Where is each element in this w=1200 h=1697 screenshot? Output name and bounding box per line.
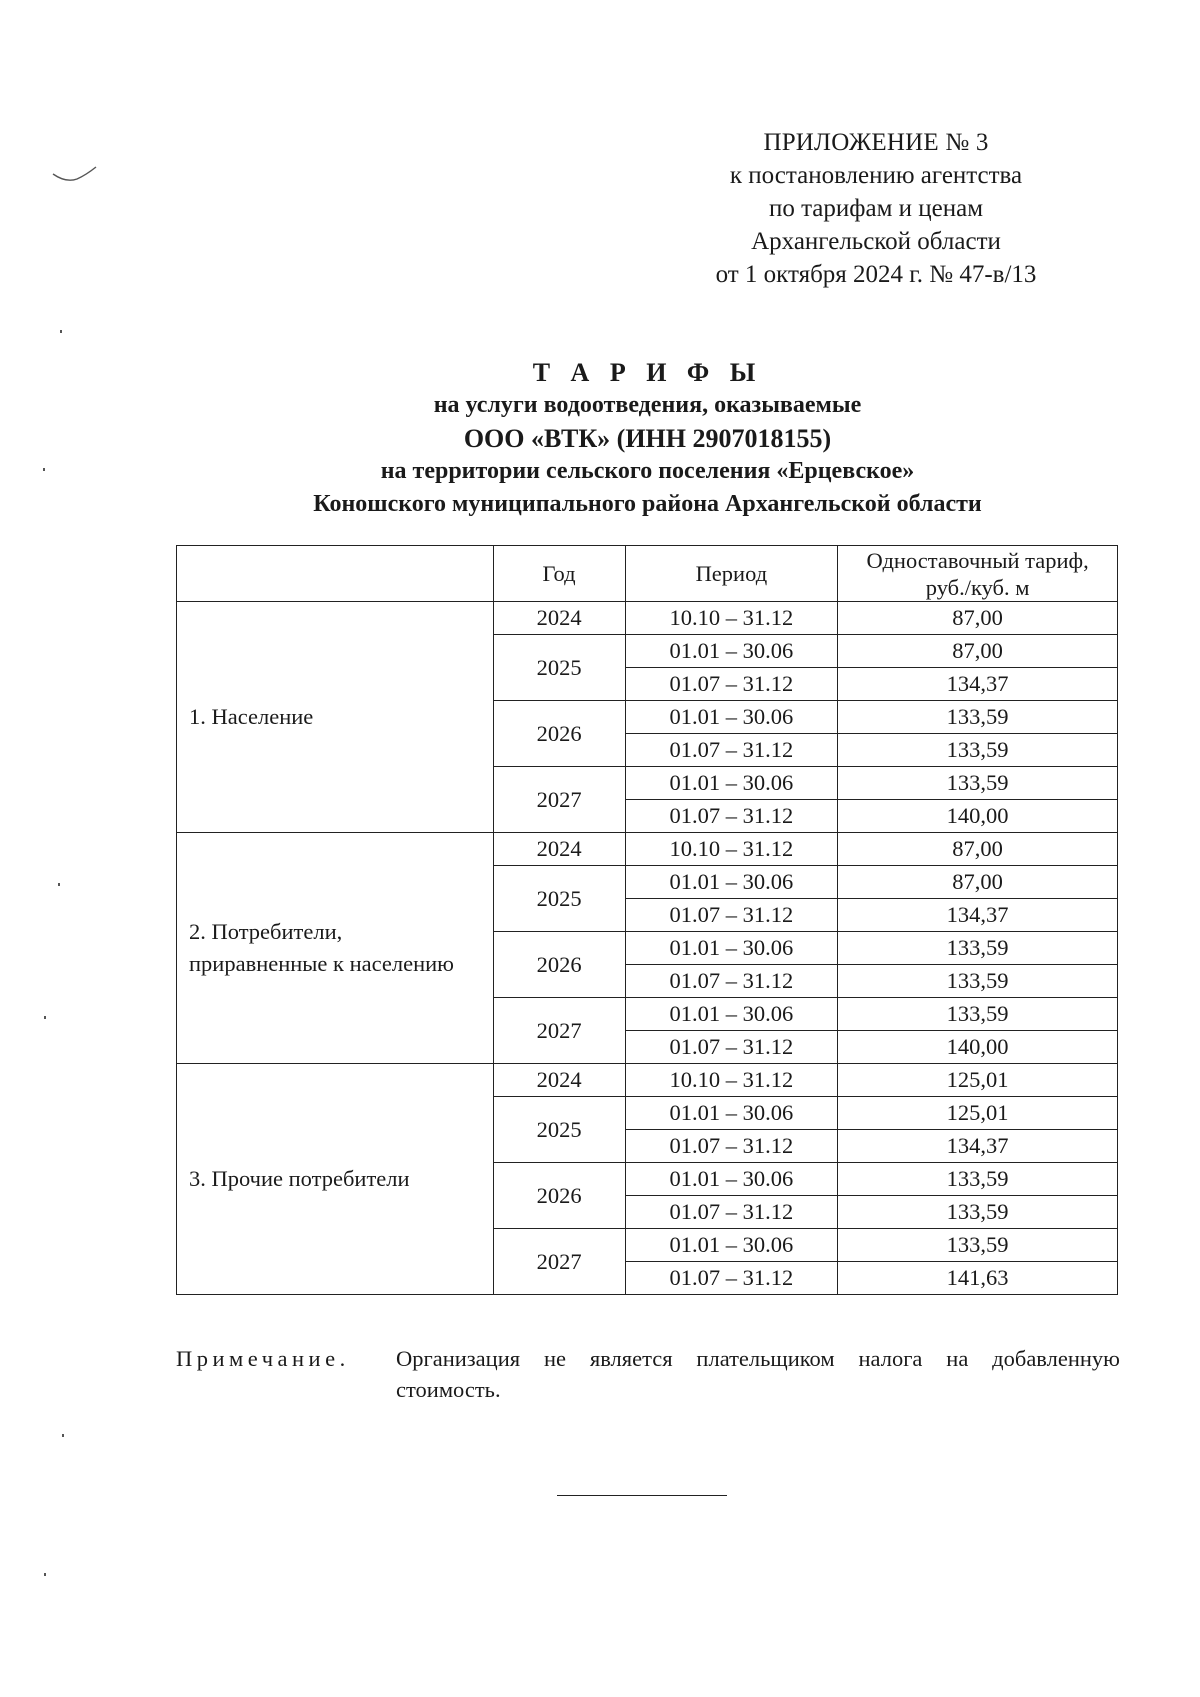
table-header-row (177, 546, 1118, 602)
scan-dot (58, 883, 60, 886)
period-cell: 01.01 – 30.06 (625, 767, 838, 800)
period-cell: 01.07 – 31.12 (625, 899, 838, 932)
title-subject: на услуги водоотведения, оказываемые (433, 392, 862, 418)
annex-number: ПРИЛОЖЕНИЕ № 3 (763, 129, 989, 156)
tariff-cell: 87,00 (838, 602, 1118, 635)
tariff-cell: 134,37 (838, 668, 1118, 701)
header-tariff-line1: Одноставочный тариф, (866, 547, 1089, 573)
tariff-cell: 87,00 (838, 635, 1118, 668)
period-cell: 01.01 – 30.06 (625, 1229, 838, 1262)
period-cell: 01.07 – 31.12 (625, 1031, 838, 1064)
tariff-cell: 133,59 (838, 767, 1118, 800)
period-cell: 01.07 – 31.12 (625, 800, 838, 833)
tariff-cell: 125,01 (838, 1064, 1118, 1097)
tariff-cell: 87,00 (838, 866, 1118, 899)
tariff-cell: 133,59 (838, 965, 1118, 998)
category-cell (177, 602, 494, 833)
tariff-table (176, 545, 1118, 1295)
period-cell: 01.01 – 30.06 (625, 1163, 838, 1196)
title-district: Коношского муниципального района Архангельской области (313, 491, 982, 517)
year-cell: 2025 (493, 635, 625, 701)
table-row (177, 602, 1118, 635)
scan-dot (43, 468, 45, 471)
scan-dot (60, 330, 62, 333)
scan-dot (44, 1573, 46, 1576)
period-cell: 01.07 – 31.12 (625, 734, 838, 767)
year-cell: 2024 (493, 833, 625, 866)
annex-region: Архангельской области (751, 228, 1001, 255)
header-period: Период (625, 546, 838, 602)
period-cell: 01.01 – 30.06 (625, 932, 838, 965)
period-cell: 01.07 – 31.12 (625, 1130, 838, 1163)
period-cell: 01.07 – 31.12 (625, 1262, 838, 1295)
tariff-cell: 133,59 (838, 701, 1118, 734)
year-cell: 2024 (493, 1064, 625, 1097)
category-label: 2. Потребители, (189, 919, 343, 944)
category-cell (177, 833, 494, 1064)
document-title (176, 356, 1119, 521)
table-row (177, 1064, 1118, 1097)
category-label: 3. Прочие потребители (189, 1166, 410, 1191)
period-cell: 10.10 – 31.12 (625, 833, 838, 866)
header-tariff (838, 546, 1118, 602)
tariff-cell: 140,00 (838, 800, 1118, 833)
annex-agency: по тарифам и ценам (768, 195, 984, 222)
category-label: 1. Население (189, 704, 314, 729)
period-cell: 01.07 – 31.12 (625, 668, 838, 701)
note-text: Организация не является плательщиком налога на добавленную стоимость. (396, 1346, 1120, 1402)
tariff-cell: 134,37 (838, 1130, 1118, 1163)
year-cell: 2024 (493, 602, 625, 635)
tariff-cell: 87,00 (838, 833, 1118, 866)
tariff-cell: 133,59 (838, 998, 1118, 1031)
category-cell (177, 1064, 494, 1295)
period-cell: 01.01 – 30.06 (625, 998, 838, 1031)
year-cell: 2027 (493, 998, 625, 1064)
period-cell: 01.01 – 30.06 (625, 635, 838, 668)
note-label: Примечание. (176, 1346, 350, 1371)
tariff-cell: 133,59 (838, 1196, 1118, 1229)
period-cell: 01.07 – 31.12 (625, 1196, 838, 1229)
header-tariff-line2: руб./куб. м (925, 574, 1030, 600)
scan-dot (44, 1016, 46, 1019)
category-label-line2: приравненные к населению (189, 951, 454, 976)
period-cell: 01.07 – 31.12 (625, 965, 838, 998)
tariff-cell: 133,59 (838, 1163, 1118, 1196)
tariff-cell: 133,59 (838, 734, 1118, 767)
end-rule (557, 1495, 727, 1496)
period-cell: 01.01 – 30.06 (625, 1097, 838, 1130)
title-territory: на территории сельского поселения «Ерцевское» (380, 458, 915, 484)
annex-resolution-ref: к постановлению агентства (729, 162, 1023, 189)
year-cell: 2026 (493, 932, 625, 998)
period-cell: 10.10 – 31.12 (625, 602, 838, 635)
tariff-cell: 140,00 (838, 1031, 1118, 1064)
scan-artifact-mark (52, 166, 98, 186)
annex-header (666, 126, 1086, 291)
year-cell: 2025 (493, 866, 625, 932)
annex-date-number: от 1 октября 2024 г. № 47-в/13 (715, 261, 1037, 288)
year-cell: 2026 (493, 701, 625, 767)
table-row (177, 833, 1118, 866)
title-organization: ООО «ВТК» (ИНН 2907018155) (463, 424, 832, 453)
header-year: Год (493, 546, 625, 602)
tariff-cell: 134,37 (838, 899, 1118, 932)
tariff-cell: 133,59 (838, 932, 1118, 965)
tariff-cell: 125,01 (838, 1097, 1118, 1130)
period-cell: 01.01 – 30.06 (625, 866, 838, 899)
year-cell: 2027 (493, 1229, 625, 1295)
year-cell: 2026 (493, 1163, 625, 1229)
tariff-cell: 133,59 (838, 1229, 1118, 1262)
year-cell: 2025 (493, 1097, 625, 1163)
title-heading: Т А Р И Ф Ы (532, 358, 763, 387)
period-cell: 01.01 – 30.06 (625, 701, 838, 734)
header-category (177, 546, 494, 602)
tariff-cell: 141,63 (838, 1262, 1118, 1295)
year-cell: 2027 (493, 767, 625, 833)
scan-dot (62, 1434, 64, 1437)
period-cell: 10.10 – 31.12 (625, 1064, 838, 1097)
